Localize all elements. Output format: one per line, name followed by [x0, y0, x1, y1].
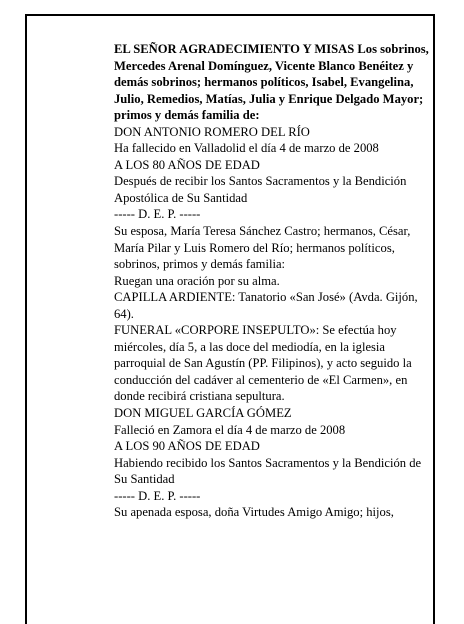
family-line: Su apenada esposa, doña Virtudes Amigo Amigo; hijos, — [114, 505, 394, 520]
death-place-date: Falleció en Zamora el día 4 de marzo de 2008 — [114, 422, 346, 437]
deceased-name: DON ANTONIO ROMERO DEL RÍO — [114, 124, 310, 139]
chapel-line: CAPILLA ARDIENTE: Tanatorio «San José» (Avda. Gijón, 64). — [114, 290, 418, 321]
age-line: A LOS 90 AÑOS DE EDAD — [114, 439, 260, 454]
prayer-line: Ruegan una oración por su alma. — [114, 273, 280, 288]
deceased-name: DON MIGUEL GARCÍA GÓMEZ — [114, 406, 292, 421]
sacraments-line: Después de recibir los Santos Sacramentos y la Bendición Apostólica de Su Santidad — [114, 174, 407, 205]
family-line: Su esposa, María Teresa Sánchez Castro; hermanos, César, María Pilar y Luis Romero del Río; hermanos políticos, sobrinos, primos y demás familia: — [114, 224, 411, 272]
funeral-line: FUNERAL «CORPORE INSEPULTO»: Se efectúa hoy miércoles, día 5, a las doce del mediodía, en la iglesia parroquial de San Agustín (PP. Filipinos), y acto seguido la conducción del cadáver al cementerio de «El Carmen», en donde recibirá cristiana sepultura. — [114, 323, 412, 404]
acknowledgement-heading: EL SEÑOR AGRADECIMIENTO Y MISAS Los sobrinos, Mercedes Arenal Domínguez, Vicente Blanco Benéitez y demás sobrinos; hermanos políticos, Isabel, Evangelina, Julio, Remedios, Matías, Julia y Enrique Delgado Mayor; primos y demás familia de: — [114, 42, 429, 123]
dep-line: ----- D. E. P. ----- — [114, 488, 201, 503]
dep-line: ----- D. E. P. ----- — [114, 207, 201, 222]
age-line: A LOS 80 AÑOS DE EDAD — [114, 157, 260, 172]
sacraments-line: Habiendo recibido los Santos Sacramentos y la Bendición de Su Santidad — [114, 455, 422, 487]
death-place-date: Ha fallecido en Valladolid el día 4 de marzo de 2008 — [114, 141, 379, 156]
obituary-text — [114, 41, 434, 521]
